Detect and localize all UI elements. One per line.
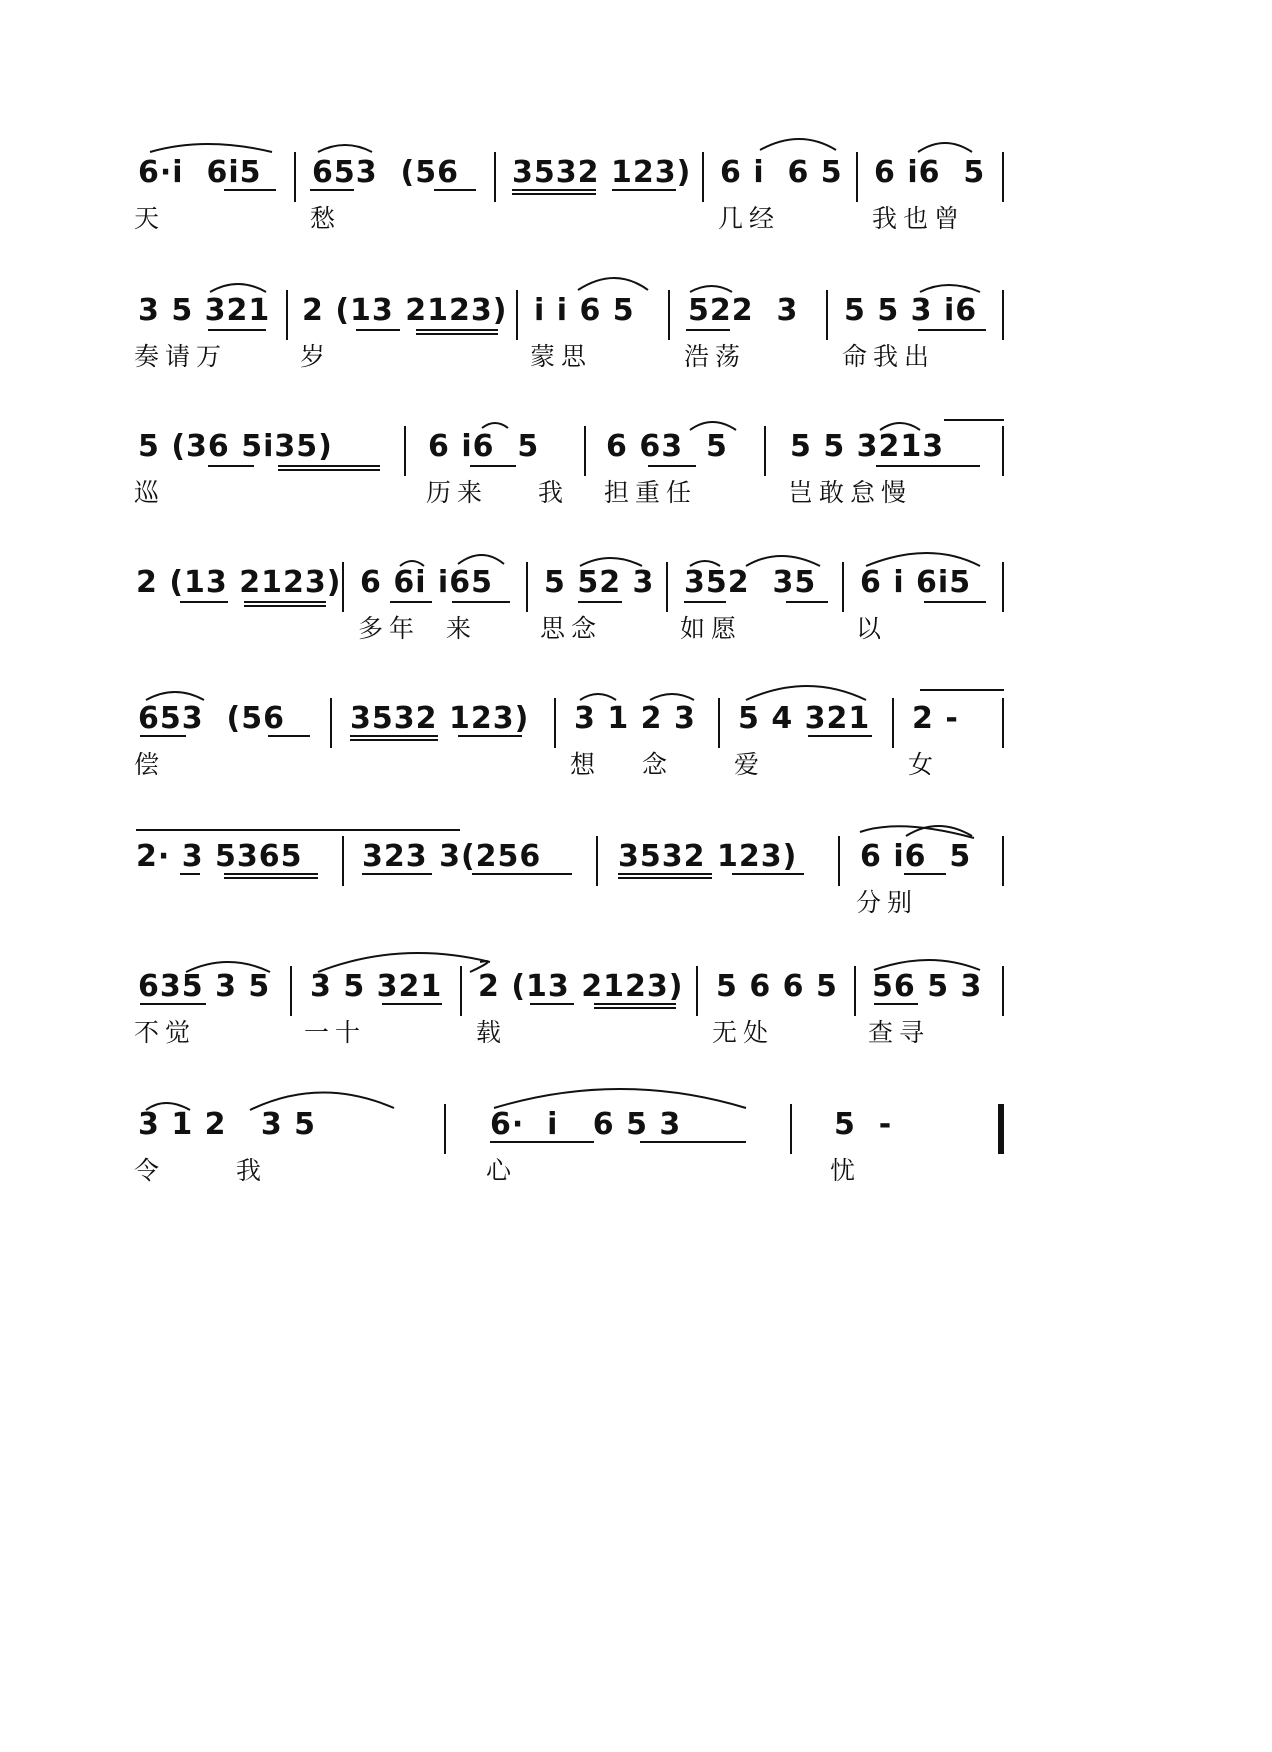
slur-arc bbox=[458, 555, 504, 564]
lyric: 岁 bbox=[300, 342, 332, 371]
lyric: 如愿 bbox=[680, 614, 743, 643]
notation-segment: i i 6 5 bbox=[534, 293, 635, 328]
notation-segment: 522 3 bbox=[688, 293, 799, 328]
slur-arc bbox=[318, 145, 372, 152]
lyric: 令 bbox=[134, 1156, 166, 1185]
lyric: 分别 bbox=[856, 888, 919, 917]
notation-segment: 653 (56 bbox=[312, 155, 459, 190]
notation-segment: 653 (56 bbox=[138, 701, 285, 736]
notation-segment: 5 5 3213 bbox=[790, 429, 945, 464]
notation-segment: 352 35 bbox=[684, 565, 817, 600]
notation-segment: 6 i6 5 bbox=[874, 155, 986, 190]
slur-arc bbox=[186, 962, 270, 972]
notation-segment: 6·i 6i5 bbox=[138, 155, 262, 190]
slur-arc bbox=[580, 694, 616, 700]
slur-arc bbox=[146, 692, 204, 700]
slur-arc bbox=[494, 1089, 746, 1108]
notation-segment: 3 5 321 bbox=[138, 293, 271, 328]
notation-segment: 6 63 5 bbox=[606, 429, 728, 464]
lyric: 我也曾 bbox=[872, 204, 966, 233]
notation-segment: 323 3(256 bbox=[362, 839, 542, 874]
lyric: 爱 bbox=[734, 750, 766, 779]
notation-segment: 2 - bbox=[912, 701, 959, 736]
lyric: 巡 bbox=[134, 478, 166, 507]
slur-arc bbox=[920, 285, 980, 292]
lyric: 担重任 bbox=[604, 478, 698, 507]
slur-arc bbox=[746, 686, 866, 700]
slur-arc bbox=[650, 694, 694, 700]
lyric: 蒙思 bbox=[530, 342, 593, 371]
slur-arc bbox=[580, 558, 642, 566]
lyric: 奏请万 bbox=[134, 342, 228, 371]
notation-segment: 3 5 321 bbox=[310, 969, 443, 1004]
slur-arc bbox=[150, 144, 272, 152]
slur-arc bbox=[880, 423, 920, 430]
lyric: 多年 bbox=[358, 614, 421, 643]
notation-segment: 3532 123) bbox=[512, 155, 692, 190]
lyric: 愁 bbox=[310, 204, 342, 233]
slur-arc bbox=[250, 1092, 394, 1110]
notation-segment: 3 1 2 3 5 bbox=[138, 1107, 317, 1142]
notation-segment: 6· i 6 5 3 bbox=[490, 1107, 682, 1142]
slur-arc bbox=[690, 422, 736, 430]
lyric: 命我出 bbox=[842, 342, 936, 371]
notation-segment: 5 4 321 bbox=[738, 701, 871, 736]
slur-arc bbox=[874, 960, 980, 970]
slur-arc bbox=[866, 553, 980, 566]
notation-segment: 6 6i i65 bbox=[360, 565, 493, 600]
slur-arc bbox=[918, 143, 972, 152]
slur-arc bbox=[318, 953, 490, 972]
lyric: 天 bbox=[134, 204, 166, 233]
notation-segment: 6 i 6i5 bbox=[860, 565, 972, 600]
notation-segment: 3532 123) bbox=[618, 839, 798, 874]
lyric: 几经 bbox=[718, 204, 781, 233]
lyric: 我 bbox=[538, 478, 570, 507]
slur-arc bbox=[210, 284, 266, 292]
notation-segment: 2 (13 2123) bbox=[302, 293, 508, 328]
notation-segment: 5 5 3 i6 bbox=[844, 293, 978, 328]
lyric: 心 bbox=[486, 1156, 518, 1185]
lyric: 查寻 bbox=[868, 1018, 931, 1047]
lyric: 思念 bbox=[540, 614, 603, 643]
notation-segment: 56 5 3 bbox=[872, 969, 983, 1004]
lyric: 女 bbox=[908, 750, 940, 779]
lyric: 不觉 bbox=[134, 1018, 197, 1047]
notation-segment: 3 1 2 3 bbox=[574, 701, 696, 736]
notation-segment: 5 (36 5i35) bbox=[138, 429, 333, 464]
notation-segment: 6 i6 5 bbox=[860, 839, 972, 874]
slur-arc bbox=[470, 961, 488, 972]
lyric: 岂敢怠慢 bbox=[788, 478, 913, 507]
notation-segment: 6 i 6 5 bbox=[720, 155, 843, 190]
slur-arc bbox=[760, 139, 836, 150]
lyric: 偿 bbox=[134, 750, 166, 779]
lyric: 忧 bbox=[830, 1156, 862, 1185]
lyric: 来 bbox=[446, 614, 478, 643]
slur-arc bbox=[746, 556, 820, 566]
lyric: 一十 bbox=[304, 1018, 367, 1047]
notation-segment: 5 6 6 5 bbox=[716, 969, 838, 1004]
notation-segment: 5 - bbox=[834, 1107, 893, 1142]
lyric: 浩荡 bbox=[684, 342, 747, 371]
notation-segment: 5 52 3 bbox=[544, 565, 655, 600]
slur-arc bbox=[578, 278, 648, 290]
notation-segment: 3532 123) bbox=[350, 701, 530, 736]
notation-segment: 2 (13 2123) bbox=[478, 969, 684, 1004]
lyric: 历来 bbox=[426, 478, 489, 507]
notation-segment: 2· 3 5365 bbox=[136, 839, 303, 874]
lyric: 载 bbox=[476, 1018, 508, 1047]
notation-segment: 635 3 5 bbox=[138, 969, 271, 1004]
lyric: 念 bbox=[642, 750, 674, 779]
lyric: 无处 bbox=[712, 1018, 775, 1047]
slur-arc bbox=[690, 286, 732, 292]
slur-arc bbox=[690, 561, 720, 566]
slur-arc bbox=[146, 1103, 190, 1110]
lyric: 我 bbox=[236, 1156, 268, 1185]
notation-segment: 6 i6 5 bbox=[428, 429, 540, 464]
slur-arc bbox=[482, 423, 508, 428]
lyric: 以 bbox=[856, 614, 888, 643]
slur-arc bbox=[400, 561, 424, 566]
lyric: 想 bbox=[570, 750, 602, 779]
notation-segment: 2 (13 2123) bbox=[136, 565, 342, 600]
